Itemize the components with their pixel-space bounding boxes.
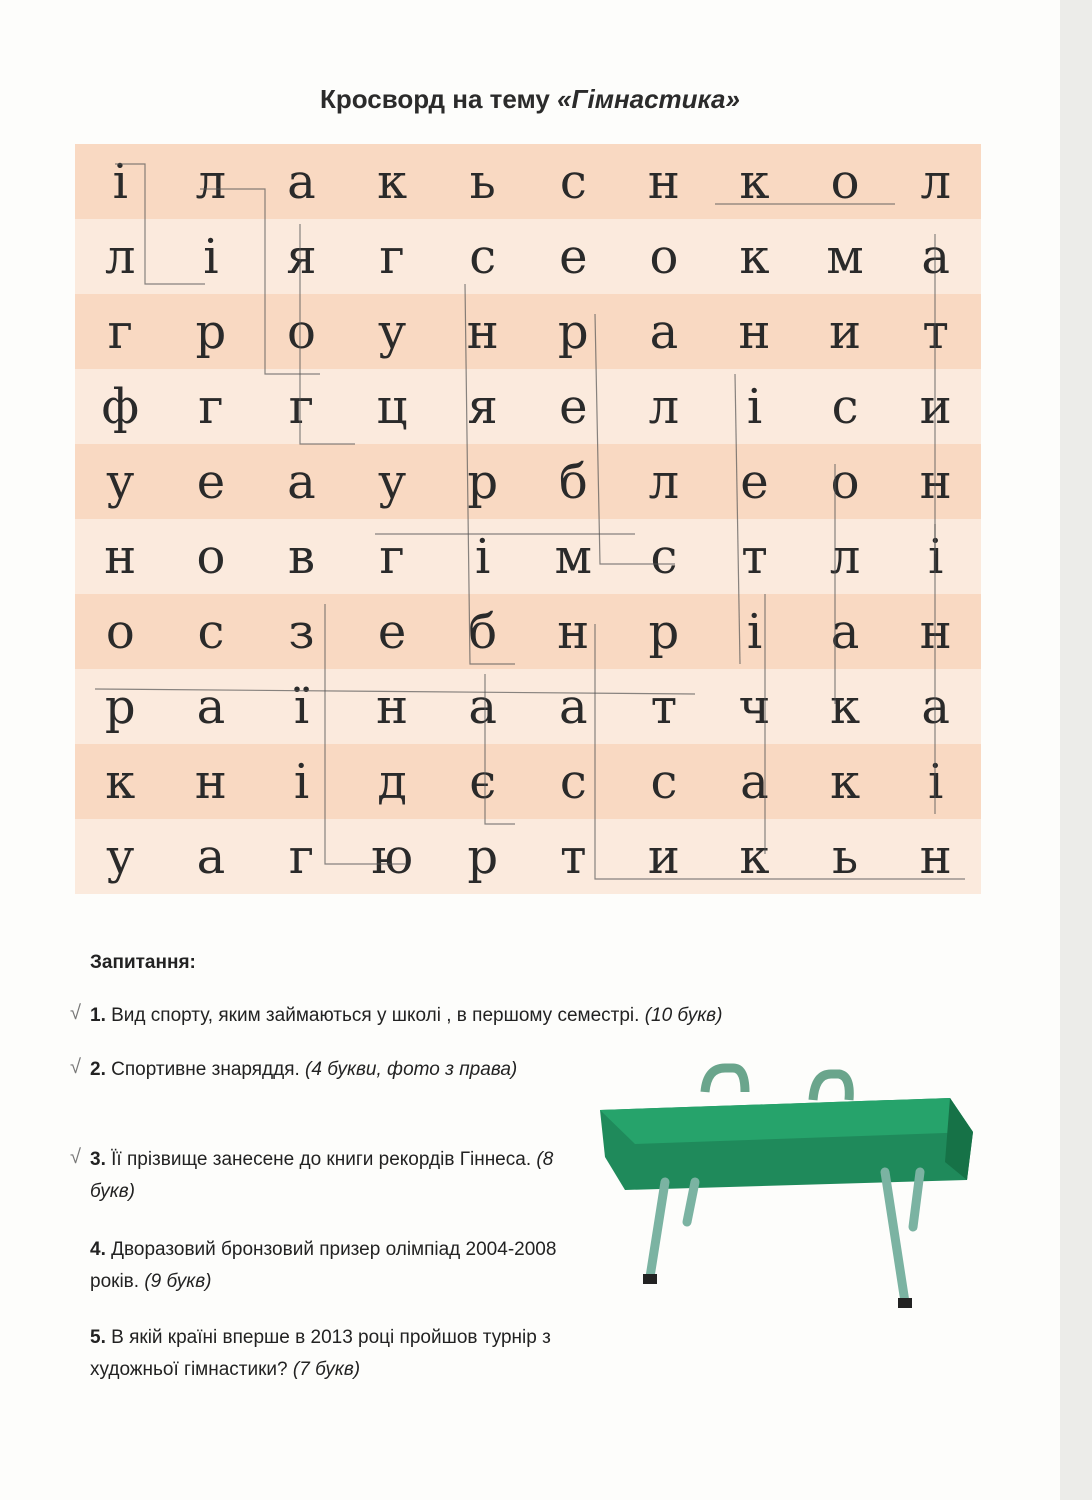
check-mark-1: √ xyxy=(70,1002,81,1024)
grid-cell: з xyxy=(256,594,347,669)
grid-cell: о xyxy=(800,144,891,219)
grid-cell: б xyxy=(528,444,619,519)
grid-cell: і xyxy=(256,744,347,819)
grid-cell: к xyxy=(709,144,800,219)
grid-cell: і xyxy=(709,594,800,669)
grid-cell: е xyxy=(528,369,619,444)
question-text: Спортивне знаряддя. xyxy=(105,1059,306,1080)
grid-cell: р xyxy=(528,294,619,369)
grid-cell: к xyxy=(709,819,800,894)
page-title xyxy=(0,84,1060,115)
grid-cell: ю xyxy=(347,819,438,894)
question-hint: (7 букв) xyxy=(292,1359,361,1380)
grid-cell: с xyxy=(437,219,528,294)
grid-cell: і xyxy=(437,519,528,594)
question-text: Її прізвище занесене до книги рекордів Гіннеса. xyxy=(105,1149,537,1170)
grid-cell: е xyxy=(709,444,800,519)
grid-cell: к xyxy=(347,144,438,219)
grid-cell: с xyxy=(528,144,619,219)
question-number: 2. xyxy=(90,1059,106,1080)
questions-heading: Запитання: xyxy=(90,952,196,973)
grid-cell: а xyxy=(890,219,981,294)
pommel-handle-left xyxy=(705,1068,745,1092)
grid-cell: і xyxy=(890,519,981,594)
question-4 xyxy=(90,1234,570,1298)
grid-cell: е xyxy=(347,594,438,669)
grid-cell: у xyxy=(75,444,166,519)
grid-cell: г xyxy=(256,369,347,444)
grid-cell: а xyxy=(800,594,891,669)
grid-cell: а xyxy=(166,819,257,894)
pommel-horse-image xyxy=(595,1062,990,1322)
grid-cell: і xyxy=(75,144,166,219)
question-hint: (9 букв) xyxy=(144,1271,212,1292)
grid-cell: ч xyxy=(709,669,800,744)
grid-cell: ь xyxy=(437,144,528,219)
grid-cell: в xyxy=(256,519,347,594)
grid-cell: о xyxy=(619,219,710,294)
grid-cell: т xyxy=(619,669,710,744)
grid-cell: и xyxy=(890,369,981,444)
title-prefix: Кросворд на тему xyxy=(320,84,558,114)
question-hint: (4 букви, фото з права) xyxy=(305,1059,518,1080)
question-number: 3. xyxy=(90,1149,106,1170)
grid-cell: я xyxy=(256,219,347,294)
grid-cell: є xyxy=(437,744,528,819)
question-text: Дворазовий бронзовий призер олімпіад 2004-2008 років. xyxy=(90,1239,557,1292)
crossword-grid xyxy=(75,144,981,894)
grid-cell: л xyxy=(75,219,166,294)
grid-cell: р xyxy=(437,444,528,519)
grid-cell: ь xyxy=(800,819,891,894)
grid-cell: о xyxy=(75,594,166,669)
grid-cell: е xyxy=(166,444,257,519)
grid-cell: м xyxy=(800,219,891,294)
grid-cell: л xyxy=(166,144,257,219)
grid-cell: р xyxy=(619,594,710,669)
grid-cell: л xyxy=(619,444,710,519)
pommel-handle-right xyxy=(813,1074,849,1100)
horse-legs xyxy=(650,1172,920,1302)
grid-cell: а xyxy=(709,744,800,819)
grid-cell: н xyxy=(437,294,528,369)
grid-cell: м xyxy=(528,519,619,594)
question-3 xyxy=(90,1144,570,1208)
grid-cell: н xyxy=(890,444,981,519)
grid-cell: б xyxy=(437,594,528,669)
grid-cell: с xyxy=(619,744,710,819)
grid-cell: д xyxy=(347,744,438,819)
question-2 xyxy=(90,1054,550,1086)
grid-cell: а xyxy=(437,669,528,744)
grid-cell: е xyxy=(528,219,619,294)
grid-cell: а xyxy=(528,669,619,744)
check-mark-2: √ xyxy=(70,1056,81,1078)
grid-cell: р xyxy=(75,669,166,744)
question-5 xyxy=(90,1322,570,1386)
check-mark-3: √ xyxy=(70,1146,81,1168)
grid-cell: к xyxy=(709,219,800,294)
question-hint: (8 букв) xyxy=(90,1149,554,1202)
grid-cell: т xyxy=(528,819,619,894)
grid-cell: ї xyxy=(256,669,347,744)
grid-cell: с xyxy=(619,519,710,594)
grid-cell: л xyxy=(619,369,710,444)
grid-cell: о xyxy=(800,444,891,519)
grid-cell: с xyxy=(528,744,619,819)
grid-cell: и xyxy=(800,294,891,369)
grid-cell: н xyxy=(528,594,619,669)
grid-cell: г xyxy=(75,294,166,369)
grid-cell: а xyxy=(890,669,981,744)
grid-cell: н xyxy=(890,819,981,894)
grid-cell: н xyxy=(347,669,438,744)
grid-cell: т xyxy=(709,519,800,594)
grid-cell: к xyxy=(800,744,891,819)
horse-feet xyxy=(643,1274,912,1308)
grid-cell: и xyxy=(619,819,710,894)
grid-cell: а xyxy=(166,669,257,744)
grid-cell: у xyxy=(347,444,438,519)
grid-cell: л xyxy=(890,144,981,219)
grid-cell: р xyxy=(166,294,257,369)
grid-cell: т xyxy=(890,294,981,369)
grid-cell: у xyxy=(75,819,166,894)
grid-cell: а xyxy=(256,144,347,219)
grid-cell: а xyxy=(619,294,710,369)
grid-cell: г xyxy=(347,519,438,594)
question-text: В якій країні вперше в 2013 році пройшов турнір з художньої гімнастики? xyxy=(90,1327,551,1380)
grid-cell: а xyxy=(256,444,347,519)
grid-cell: у xyxy=(347,294,438,369)
question-number: 5. xyxy=(90,1327,106,1348)
grid-cell: н xyxy=(619,144,710,219)
grid-cell: н xyxy=(166,744,257,819)
grid-cell: і xyxy=(890,744,981,819)
question-text: Вид спорту, яким займаються у школі , в першому семестрі. xyxy=(105,1005,645,1026)
grid-cell: і xyxy=(709,369,800,444)
grid-cell: с xyxy=(166,594,257,669)
grid-cell: к xyxy=(75,744,166,819)
grid-cell: о xyxy=(256,294,347,369)
grid-cell: ф xyxy=(75,369,166,444)
grid-cell: с xyxy=(800,369,891,444)
question-hint: (10 букв) xyxy=(644,1005,723,1026)
grid-cell: н xyxy=(890,594,981,669)
grid-cell: г xyxy=(347,219,438,294)
grid-cell: к xyxy=(800,669,891,744)
grid-cell: н xyxy=(75,519,166,594)
question-number: 1. xyxy=(90,1005,106,1026)
grid-cell: л xyxy=(800,519,891,594)
question-number: 4. xyxy=(90,1239,106,1260)
grid-cell: ц xyxy=(347,369,438,444)
question-1 xyxy=(90,1000,940,1032)
grid-cell: я xyxy=(437,369,528,444)
grid-cell: г xyxy=(256,819,347,894)
scanner-edge xyxy=(1060,0,1092,1500)
grid-cell: р xyxy=(437,819,528,894)
grid-cell: о xyxy=(166,519,257,594)
title-topic: «Гімнастика» xyxy=(557,84,740,114)
grid-cell: н xyxy=(709,294,800,369)
grid-cell: г xyxy=(166,369,257,444)
grid-cell: і xyxy=(166,219,257,294)
